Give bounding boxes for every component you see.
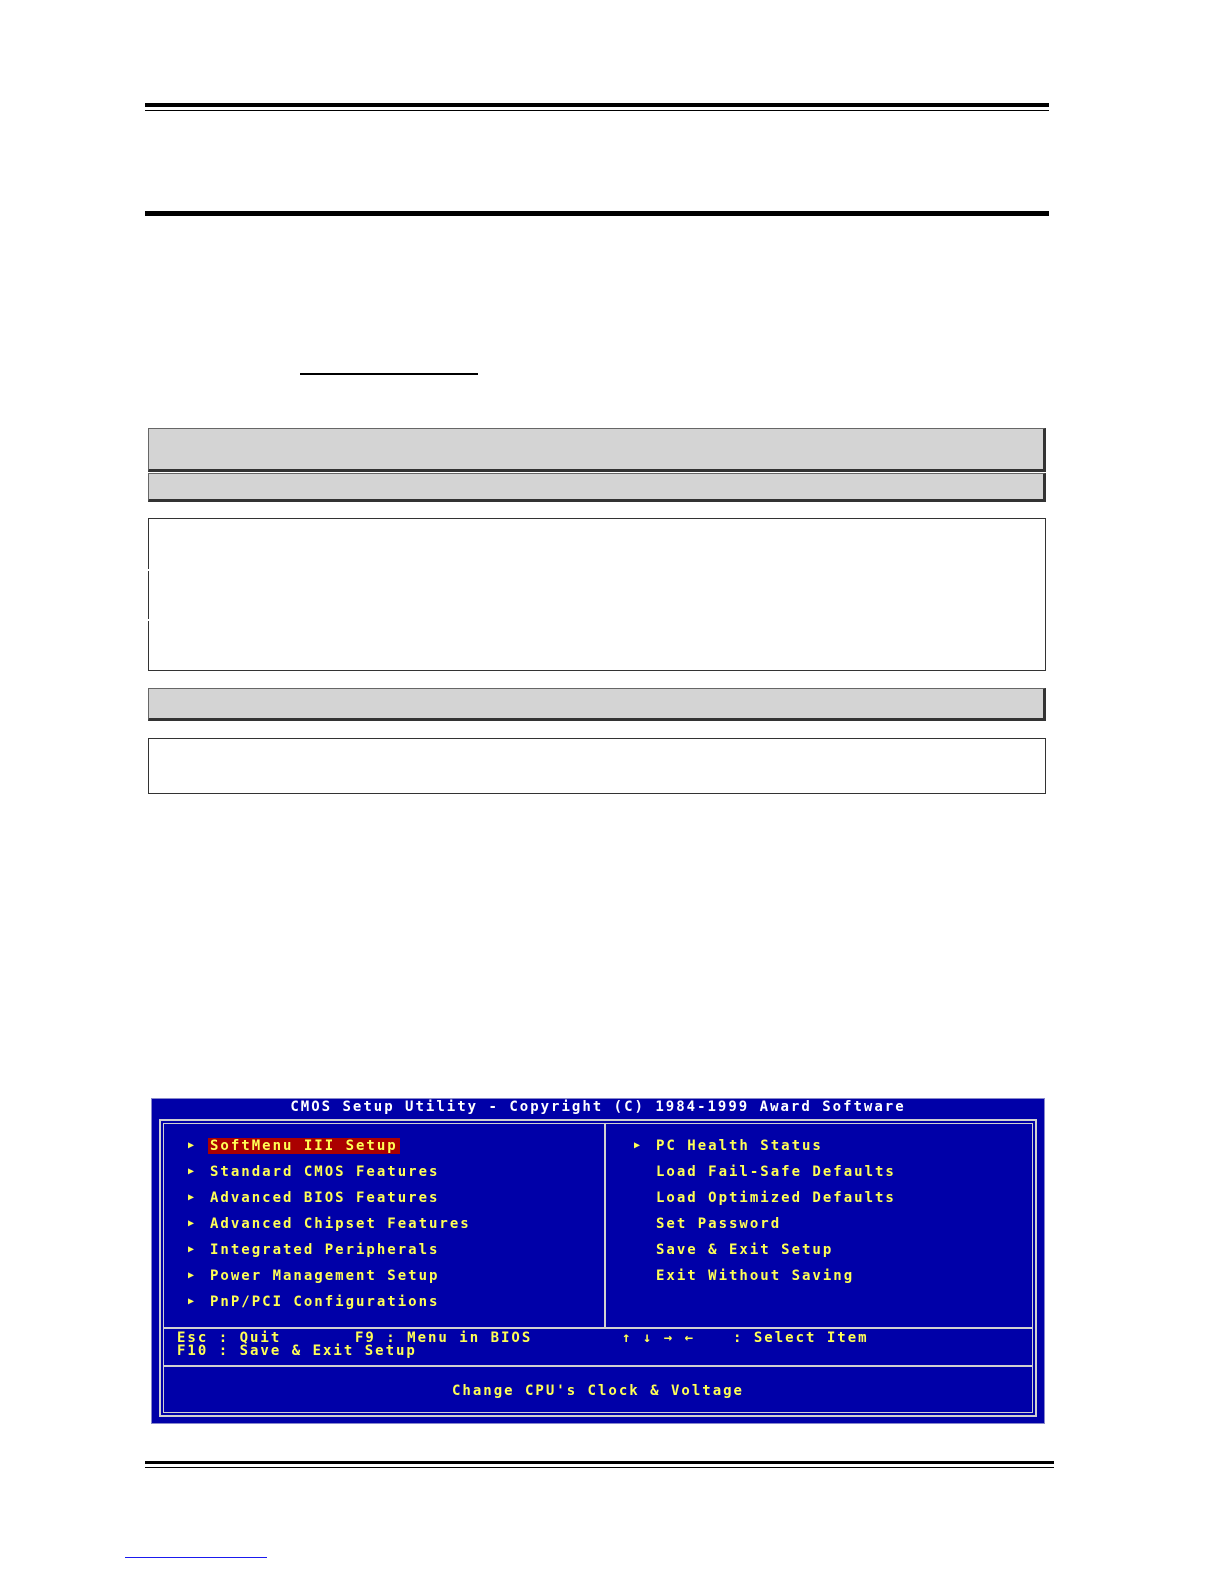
left_menu-item-label: SoftMenu III Setup	[210, 1138, 398, 1154]
submenu-arrow-icon: ▶	[188, 1166, 197, 1177]
box-gap-mark	[148, 569, 150, 571]
submenu-arrow-icon: ▶	[188, 1244, 197, 1255]
box-gap-mark	[148, 619, 150, 621]
right_menu-item-label: Save & Exit Setup	[656, 1242, 834, 1258]
right_menu-item[interactable]	[634, 1189, 898, 1215]
right_menu-item-label: Load Optimized Defaults	[656, 1190, 896, 1206]
key-help-f10: F10 : Save & Exit Setup	[177, 1343, 417, 1359]
left_menu-item[interactable]	[188, 1137, 473, 1163]
submenu-arrow-icon: ▶	[188, 1140, 197, 1151]
left_menu-item-label: Integrated Peripherals	[210, 1242, 440, 1258]
submenu-arrow-icon: ▶	[634, 1140, 643, 1151]
left_menu-item[interactable]	[188, 1293, 473, 1319]
right_menu-item-label: Exit Without Saving	[656, 1268, 855, 1284]
right_menu-item[interactable]	[634, 1215, 898, 1241]
right_menu-item[interactable]	[634, 1163, 898, 1189]
left_menu-item-label: PnP/PCI Configurations	[210, 1294, 440, 1310]
right_menu-item-label: Load Fail-Safe Defaults	[656, 1164, 896, 1180]
left_menu-item[interactable]	[188, 1241, 473, 1267]
bios-menu-divider	[163, 1327, 1033, 1329]
underline-mark	[300, 373, 478, 375]
right_menu-item[interactable]	[634, 1241, 898, 1267]
warning-box-body	[148, 738, 1046, 794]
right_menu-item-label: Set Password	[656, 1216, 782, 1232]
left_menu-item-label: Power Management Setup	[210, 1268, 440, 1284]
section-rule	[145, 211, 1049, 216]
warning-box-header	[148, 688, 1046, 721]
left_menu-item[interactable]	[188, 1189, 473, 1215]
bios-status-divider	[163, 1365, 1033, 1367]
submenu-arrow-icon: ▶	[188, 1296, 197, 1307]
bios-column-divider	[604, 1123, 606, 1328]
left_menu-item-label: Advanced BIOS Features	[210, 1190, 440, 1206]
header-rule-thin	[145, 110, 1049, 111]
right_menu-item[interactable]	[634, 1137, 898, 1163]
left_menu-item[interactable]	[188, 1215, 473, 1241]
note-box-subheader	[148, 473, 1046, 502]
key-help-select: : Select Item	[733, 1330, 869, 1346]
key-help-f9: F9 : Menu in BIOS	[355, 1330, 533, 1346]
footer-rule-thick	[145, 1461, 1054, 1464]
key-help-esc: Esc : Quit	[177, 1330, 282, 1346]
left_menu-item[interactable]	[188, 1267, 473, 1293]
header-rule-thick	[145, 103, 1049, 107]
footer-rule-thin	[145, 1467, 1054, 1468]
bios-screenshot	[151, 1098, 1045, 1424]
submenu-arrow-icon: ▶	[188, 1270, 197, 1281]
bios-status-line: Change CPU's Clock & Voltage	[451, 1383, 744, 1399]
bios-title: CMOS Setup Utility - Copyright (C) 1984-1999 Award Software	[290, 1099, 906, 1115]
submenu-arrow-icon: ▶	[188, 1192, 197, 1203]
bios-right-menu	[634, 1137, 898, 1293]
right_menu-item[interactable]	[634, 1267, 898, 1293]
left_menu-item-label: Standard CMOS Features	[210, 1164, 440, 1180]
left_menu-item[interactable]	[188, 1163, 473, 1189]
submenu-arrow-icon: ▶	[188, 1218, 197, 1229]
bios-left-menu	[188, 1137, 473, 1319]
note-box-body	[148, 518, 1046, 671]
left_menu-item-label: Advanced Chipset Features	[210, 1216, 471, 1232]
right_menu-item-label: PC Health Status	[656, 1138, 823, 1154]
note-box-header	[148, 428, 1046, 472]
key-help-arrows: ↑ ↓ → ←	[622, 1330, 696, 1346]
footer-link-underline	[125, 1557, 267, 1558]
